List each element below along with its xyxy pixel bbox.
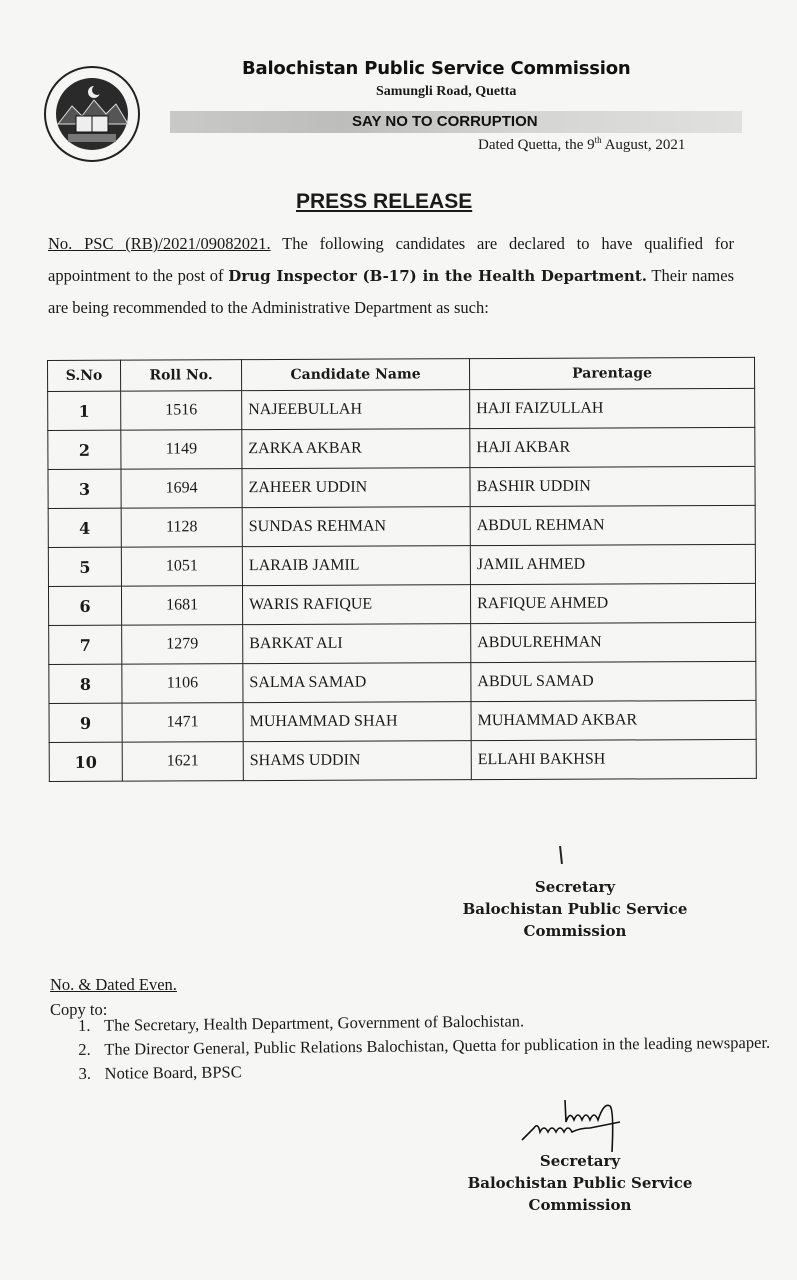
cell-roll: 1471 [122, 703, 243, 743]
cell-sno: 4 [48, 508, 121, 547]
cell-roll: 1279 [122, 625, 243, 665]
table-row [48, 388, 755, 430]
signatory-org-line1: Balochistan Public Service [462, 900, 688, 918]
cell-parentage: BASHIR UDDIN [470, 466, 755, 506]
cell-name: SALMA SAMAD [243, 663, 471, 703]
signatory-designation: Secretary [534, 878, 616, 896]
list-item: 1. The Secretary, Health Department, Government of Balochistan. [78, 1011, 525, 1035]
press-release-body: No. PSC (RB)/2021/09082021. The following candidates are declared to have qualified for appointment to the post of Drug Inspector (B-17) in the Health Department. Their names are being recommended to the Administrative Department as such: [48, 234, 735, 317]
handwritten-signature-icon [520, 1092, 680, 1152]
signatory-org-line2: Commission [528, 1196, 632, 1214]
cell-sno: 9 [49, 703, 122, 742]
header-name: Candidate Name [242, 359, 470, 391]
table-row [48, 427, 755, 469]
candidates-table [47, 357, 757, 782]
cell-parentage: HAJI AKBAR [470, 427, 755, 467]
signatory-block-final [455, 1150, 705, 1216]
page-title: PRESS RELEASE [296, 190, 473, 213]
cell-roll: 1681 [121, 586, 242, 626]
organization-address: Samungli Road, Quetta [376, 84, 517, 99]
cell-roll: 1051 [121, 547, 242, 587]
signatory-designation: Secretary [539, 1152, 621, 1170]
post-title: Drug Inspector (B-17) in the Health Department. [228, 267, 647, 285]
cell-name: ZAHEER UDDIN [242, 468, 470, 508]
cell-sno: 6 [48, 586, 121, 625]
table-row [49, 622, 756, 664]
cell-name: LARAIB JAMIL [242, 546, 470, 586]
cell-sno: 3 [48, 469, 121, 508]
cell-name: ZARKA AKBAR [242, 429, 470, 469]
signatory-org-line1: Balochistan Public Service [467, 1174, 693, 1192]
signature-mark-icon [559, 846, 563, 864]
header-roll: Roll No. [121, 360, 242, 392]
cell-sno: 5 [48, 547, 121, 586]
cell-parentage: ABDUL REHMAN [470, 505, 755, 545]
cell-parentage: ELLAHI BAKHSH [471, 739, 756, 779]
table-header-row [48, 357, 755, 391]
cell-name: SHAMS UDDIN [243, 741, 471, 781]
cell-roll: 1516 [121, 391, 242, 431]
organization-name: Balochistan Public Service Commission [242, 58, 631, 79]
header-parentage: Parentage [469, 357, 754, 389]
cell-name: SUNDAS REHMAN [242, 507, 470, 547]
cell-parentage: JAMIL AHMED [470, 544, 755, 584]
cell-parentage: HAJI FAIZULLAH [470, 388, 755, 428]
dated-even-label: No. & Dated Even. [50, 975, 177, 994]
cell-name: WARIS RAFIQUE [242, 585, 470, 625]
copy-to-label: Copy to: [50, 1000, 108, 1019]
cell-roll: 1149 [121, 430, 242, 470]
cell-sno: 2 [48, 430, 121, 469]
list-item: 2. The Director General, Public Relations Balochistan, Quetta for publication in the leading newspaper. [78, 1032, 771, 1059]
cell-roll: 1694 [121, 469, 242, 509]
copy-to-list [78, 1007, 779, 1086]
slogan-text: SAY NO TO CORRUPTION [352, 113, 538, 130]
cell-name: MUHAMMAD SHAH [243, 702, 471, 742]
cell-parentage: ABDULREHMAN [471, 622, 756, 662]
list-item: 3. Notice Board, BPSC [78, 1062, 242, 1083]
cell-name: NAJEEBULLAH [242, 390, 470, 430]
cell-parentage: ABDUL SAMAD [471, 661, 756, 701]
document-date: Dated Quetta, the 9th August, 2021 [478, 135, 686, 153]
cell-parentage: RAFIQUE AHMED [470, 583, 755, 623]
cell-roll: 1621 [122, 742, 243, 782]
cell-name: BARKAT ALI [243, 624, 471, 664]
cell-roll: 1106 [122, 664, 243, 704]
table-row [48, 505, 755, 547]
table-row [49, 739, 756, 781]
cell-sno: 1 [48, 391, 121, 430]
signatory-org-line2: Commission [523, 922, 627, 940]
cell-parentage: MUHAMMAD AKBAR [471, 700, 756, 740]
header-sno: S.No [48, 360, 121, 391]
table-row [49, 700, 756, 742]
signatory-block [455, 876, 695, 942]
table-row [48, 583, 755, 625]
table-row [49, 661, 756, 703]
cell-sno: 7 [49, 625, 122, 664]
reference-number: No. PSC (RB)/2021/09082021. [48, 234, 271, 253]
table-row [48, 466, 755, 508]
cell-sno: 10 [49, 742, 122, 781]
bpsc-emblem-icon [42, 64, 142, 164]
cell-roll: 1128 [121, 508, 242, 548]
table-row [48, 544, 755, 586]
cell-sno: 8 [49, 664, 122, 703]
